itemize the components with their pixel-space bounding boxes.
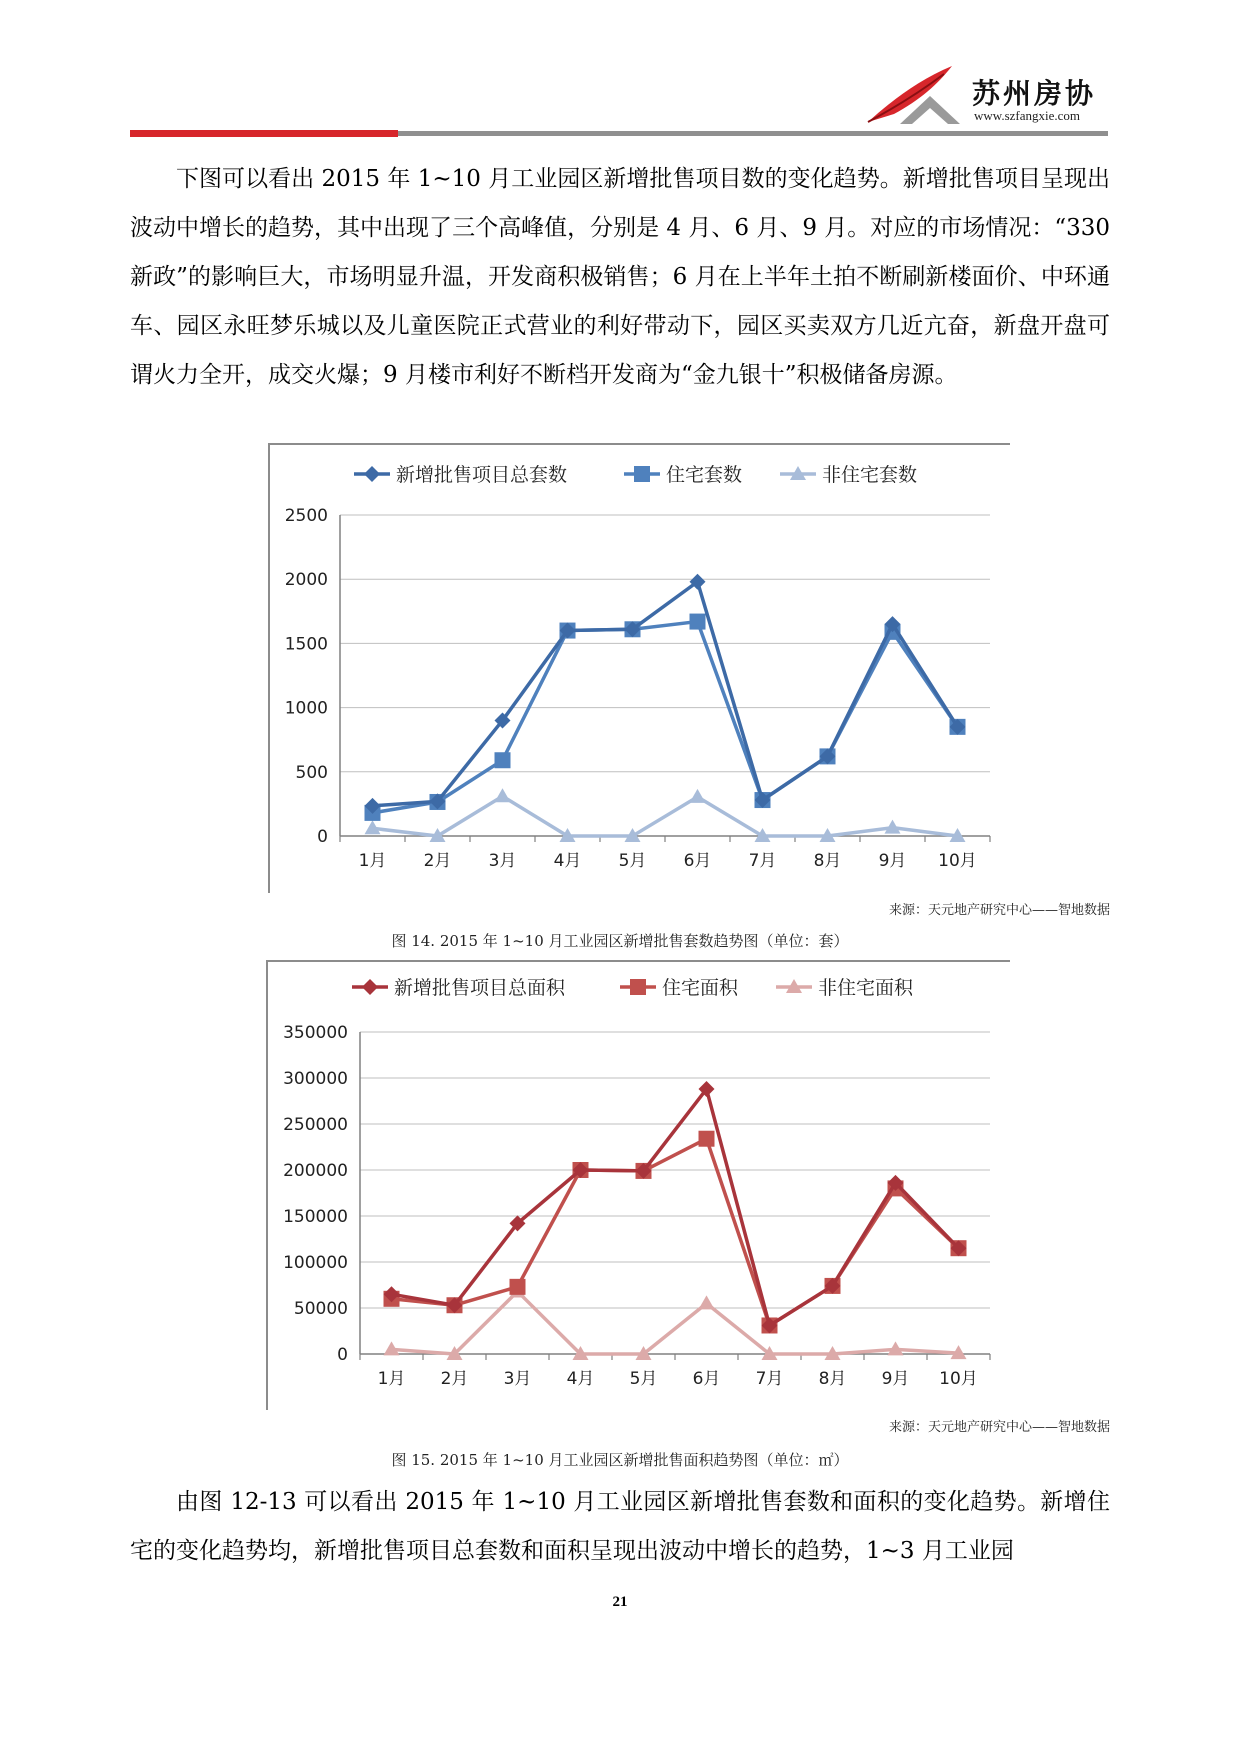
units-x-tick-label: 4月 (553, 851, 582, 871)
area-legend (352, 977, 914, 999)
units-x-tick-label: 7月 (748, 851, 777, 871)
area-x-tick-label: 7月 (755, 1369, 784, 1389)
units-data-point (690, 614, 706, 630)
chart-area-svg (266, 960, 1010, 1410)
units-y-tick-label: 500 (295, 762, 328, 783)
area-legend-label: 新增批售项目总面积 (394, 977, 566, 999)
header-rule-gray (398, 131, 1108, 136)
area-y-tick-label: 100000 (283, 1253, 348, 1273)
area-series-0 (384, 1081, 967, 1333)
units-y-tick-label: 2500 (284, 506, 328, 526)
units-x-tick-label: 1月 (358, 851, 387, 871)
area-x-tick-label: 1月 (377, 1369, 406, 1389)
units-legend-label: 新增批售项目总套数 (396, 464, 568, 486)
units-x-tick-label: 6月 (683, 851, 712, 871)
area-legend-marker (362, 979, 378, 995)
units-series-0 (365, 574, 966, 814)
units-series-line (373, 622, 958, 813)
area-series-line (392, 1139, 959, 1326)
units-legend-label: 非住宅套数 (822, 464, 918, 486)
units-y-tick-label: 0 (317, 827, 328, 847)
area-legend-label: 非住宅面积 (818, 977, 914, 999)
area-x-tick-label: 10月 (939, 1369, 978, 1389)
header-rule-red (130, 130, 398, 137)
area-x-tick-label: 9月 (881, 1369, 910, 1389)
area-y-tick-label: 350000 (283, 1023, 348, 1043)
figure15-source: 来源：天元地产研究中心——智地数据 (888, 1420, 1110, 1435)
paragraph-summary: 由图 12-13 可以看出 2015 年 1~10 月工业园区新增批售套数和面积的变化趋势。新增住宅的变化趋势均，新增批售项目总套数和面积呈现出波动中增长的趋势，1~3 月工业园 (130, 1489, 1110, 1564)
units-series-line (373, 796, 958, 836)
header-logo (860, 62, 1120, 128)
units-y-tick-label: 1000 (284, 698, 328, 719)
quill-logo-icon (860, 62, 970, 128)
units-series-1 (365, 614, 966, 821)
units-x-tick-label: 9月 (878, 851, 907, 871)
units-legend-marker (634, 466, 650, 482)
units-legend-label: 住宅套数 (666, 464, 743, 486)
units-x-tick-label: 5月 (618, 851, 647, 871)
area-y-tick-label: 200000 (283, 1161, 348, 1181)
area-legend-label: 住宅面积 (662, 977, 739, 999)
units-legend (354, 464, 917, 486)
chart-area (266, 960, 1010, 1410)
area-data-point (510, 1279, 526, 1295)
website-url[interactable]: www.szfangxie.com (974, 108, 1081, 123)
area-y-tick-label: 150000 (283, 1207, 348, 1227)
area-y-tick-label: 50000 (293, 1299, 348, 1319)
units-x-tick-label: 2月 (423, 851, 452, 871)
page-number: 21 (612, 1594, 628, 1610)
units-y-tick-label: 2000 (284, 570, 328, 591)
units-x-tick-label: 3月 (488, 851, 517, 871)
units-data-point (690, 789, 706, 803)
area-series-line (392, 1089, 959, 1325)
area-y-tick-label: 0 (337, 1345, 348, 1365)
area-x-tick-label: 3月 (503, 1369, 532, 1389)
figure14-caption: 图 14. 2015 年 1~10 月工业园区新增批售套数趋势图（单位：套） (391, 932, 849, 950)
units-series-2 (365, 788, 966, 842)
area-x-tick-label: 2月 (440, 1369, 469, 1389)
area-data-point (699, 1131, 715, 1147)
units-y-tick-label: 1500 (284, 634, 328, 655)
area-x-tick-label: 6月 (692, 1369, 721, 1389)
area-legend-marker (630, 979, 646, 995)
org-name: 苏州房协 (972, 77, 1097, 110)
figure14-source: 来源：天元地产研究中心——智地数据 (888, 903, 1110, 918)
area-x-tick-label: 8月 (818, 1369, 847, 1389)
area-series-1 (384, 1131, 967, 1334)
area-y-tick-label: 300000 (283, 1069, 348, 1089)
units-legend-marker (364, 466, 380, 482)
units-data-point (495, 788, 511, 802)
area-y-tick-label: 250000 (283, 1115, 348, 1135)
area-x-tick-label: 5月 (629, 1369, 658, 1389)
chart-units (268, 443, 1010, 893)
paragraph-intro: 下图可以看出 2015 年 1~10 月工业园区新增批售项目数的变化趋势。新增批售项目呈现出波动中增长的趋势，其中出现了三个高峰值，分别是 4 月、6 月、9 月。对应的市场情况：“330 新政”的影响巨大，市场明显升温，开发商积极销售；6 月在上半年土拍不断刷新楼面价、中环通车、园区永旺梦乐城以及儿童医院正式营业的利好带动下，园区买卖双方几近亢奋，新盘开盘可谓火力全开，成交火爆；9 月楼市利好不断档开发商为“金九银十”积极储备房源。 (130, 166, 1110, 388)
chart-units-svg (268, 443, 1010, 893)
area-series-line (392, 1291, 959, 1354)
area-x-tick-label: 4月 (566, 1369, 595, 1389)
area-data-point (699, 1295, 715, 1309)
figure15-caption: 图 15. 2015 年 1~10 月工业园区新增批售面积趋势图（单位：㎡） (391, 1451, 849, 1469)
area-series-2 (384, 1283, 967, 1360)
units-data-point (495, 752, 511, 768)
units-x-tick-label: 10月 (938, 851, 977, 871)
units-x-tick-label: 8月 (813, 851, 842, 871)
